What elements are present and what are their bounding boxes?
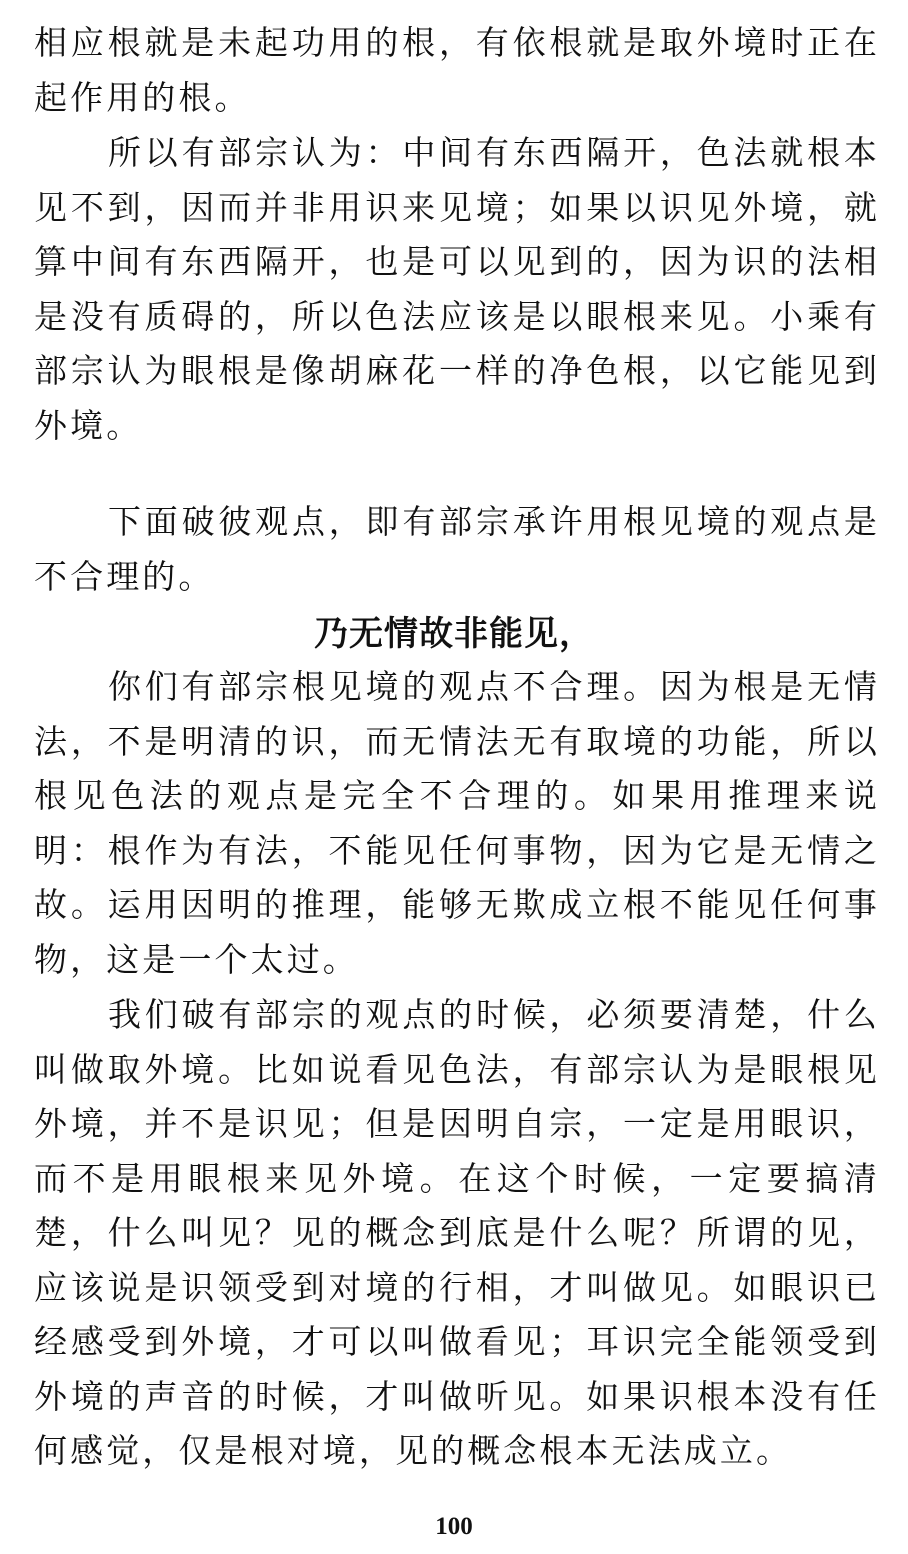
paragraph-refutation: 你们有部宗根见境的观点不合理。因为根是无情法，不是明清的识，而无情法无有取境的功能，所以根见色法的观点是完全不合理的。如果用推理来说明：根作为有法，不能见任何事物，因为它是无情之故。运用因明的推理，能够无欺成立根不能见任何事物，这是一个太过。 xyxy=(34,667,880,979)
paragraph-youbu-view: 所以有部宗认为：中间有东西隔开，色法就根本见不到，因而并非用识来见境；如果以识见外境，就算中间有东西隔开，也是可以见到的，因为识的法相是没有质碍的，所以色法应该是以眼根来见。小乘有部宗认为眼根是像胡麻花一样的净色根，以它能见到外境。 xyxy=(34,133,880,445)
paragraph-definition-of-seeing: 我们破有部宗的观点的时候，必须要清楚，什么叫做取外境。比如说看见色法，有部宗认为是眼根见外境，并不是识见；但是因明自宗，一定是用眼识，而不是用眼根来见外境。在这个时候，一定要搞清楚，什么叫见？见的概念到底是什么呢？所谓的见，应该说是识领受到对境的行相，才叫做见。如眼识已经感受到外境，才可以叫做看见；耳识完全能领受到外境的声音的时候，才叫做听见。如果识根本没有任何感觉，仅是根对境，见的概念根本无法成立。 xyxy=(34,995,880,1470)
page-number: 100 xyxy=(435,1513,473,1540)
paragraph-continuation: 相应根就是未起功用的根，有依根就是取外境时正在起作用的根。 xyxy=(34,23,880,117)
paragraph-refutation-intro: 下面破彼观点，即有部宗承许用根见境的观点是不合理的。 xyxy=(34,502,880,596)
verse-heading: 乃无情故非能见， xyxy=(314,614,594,654)
